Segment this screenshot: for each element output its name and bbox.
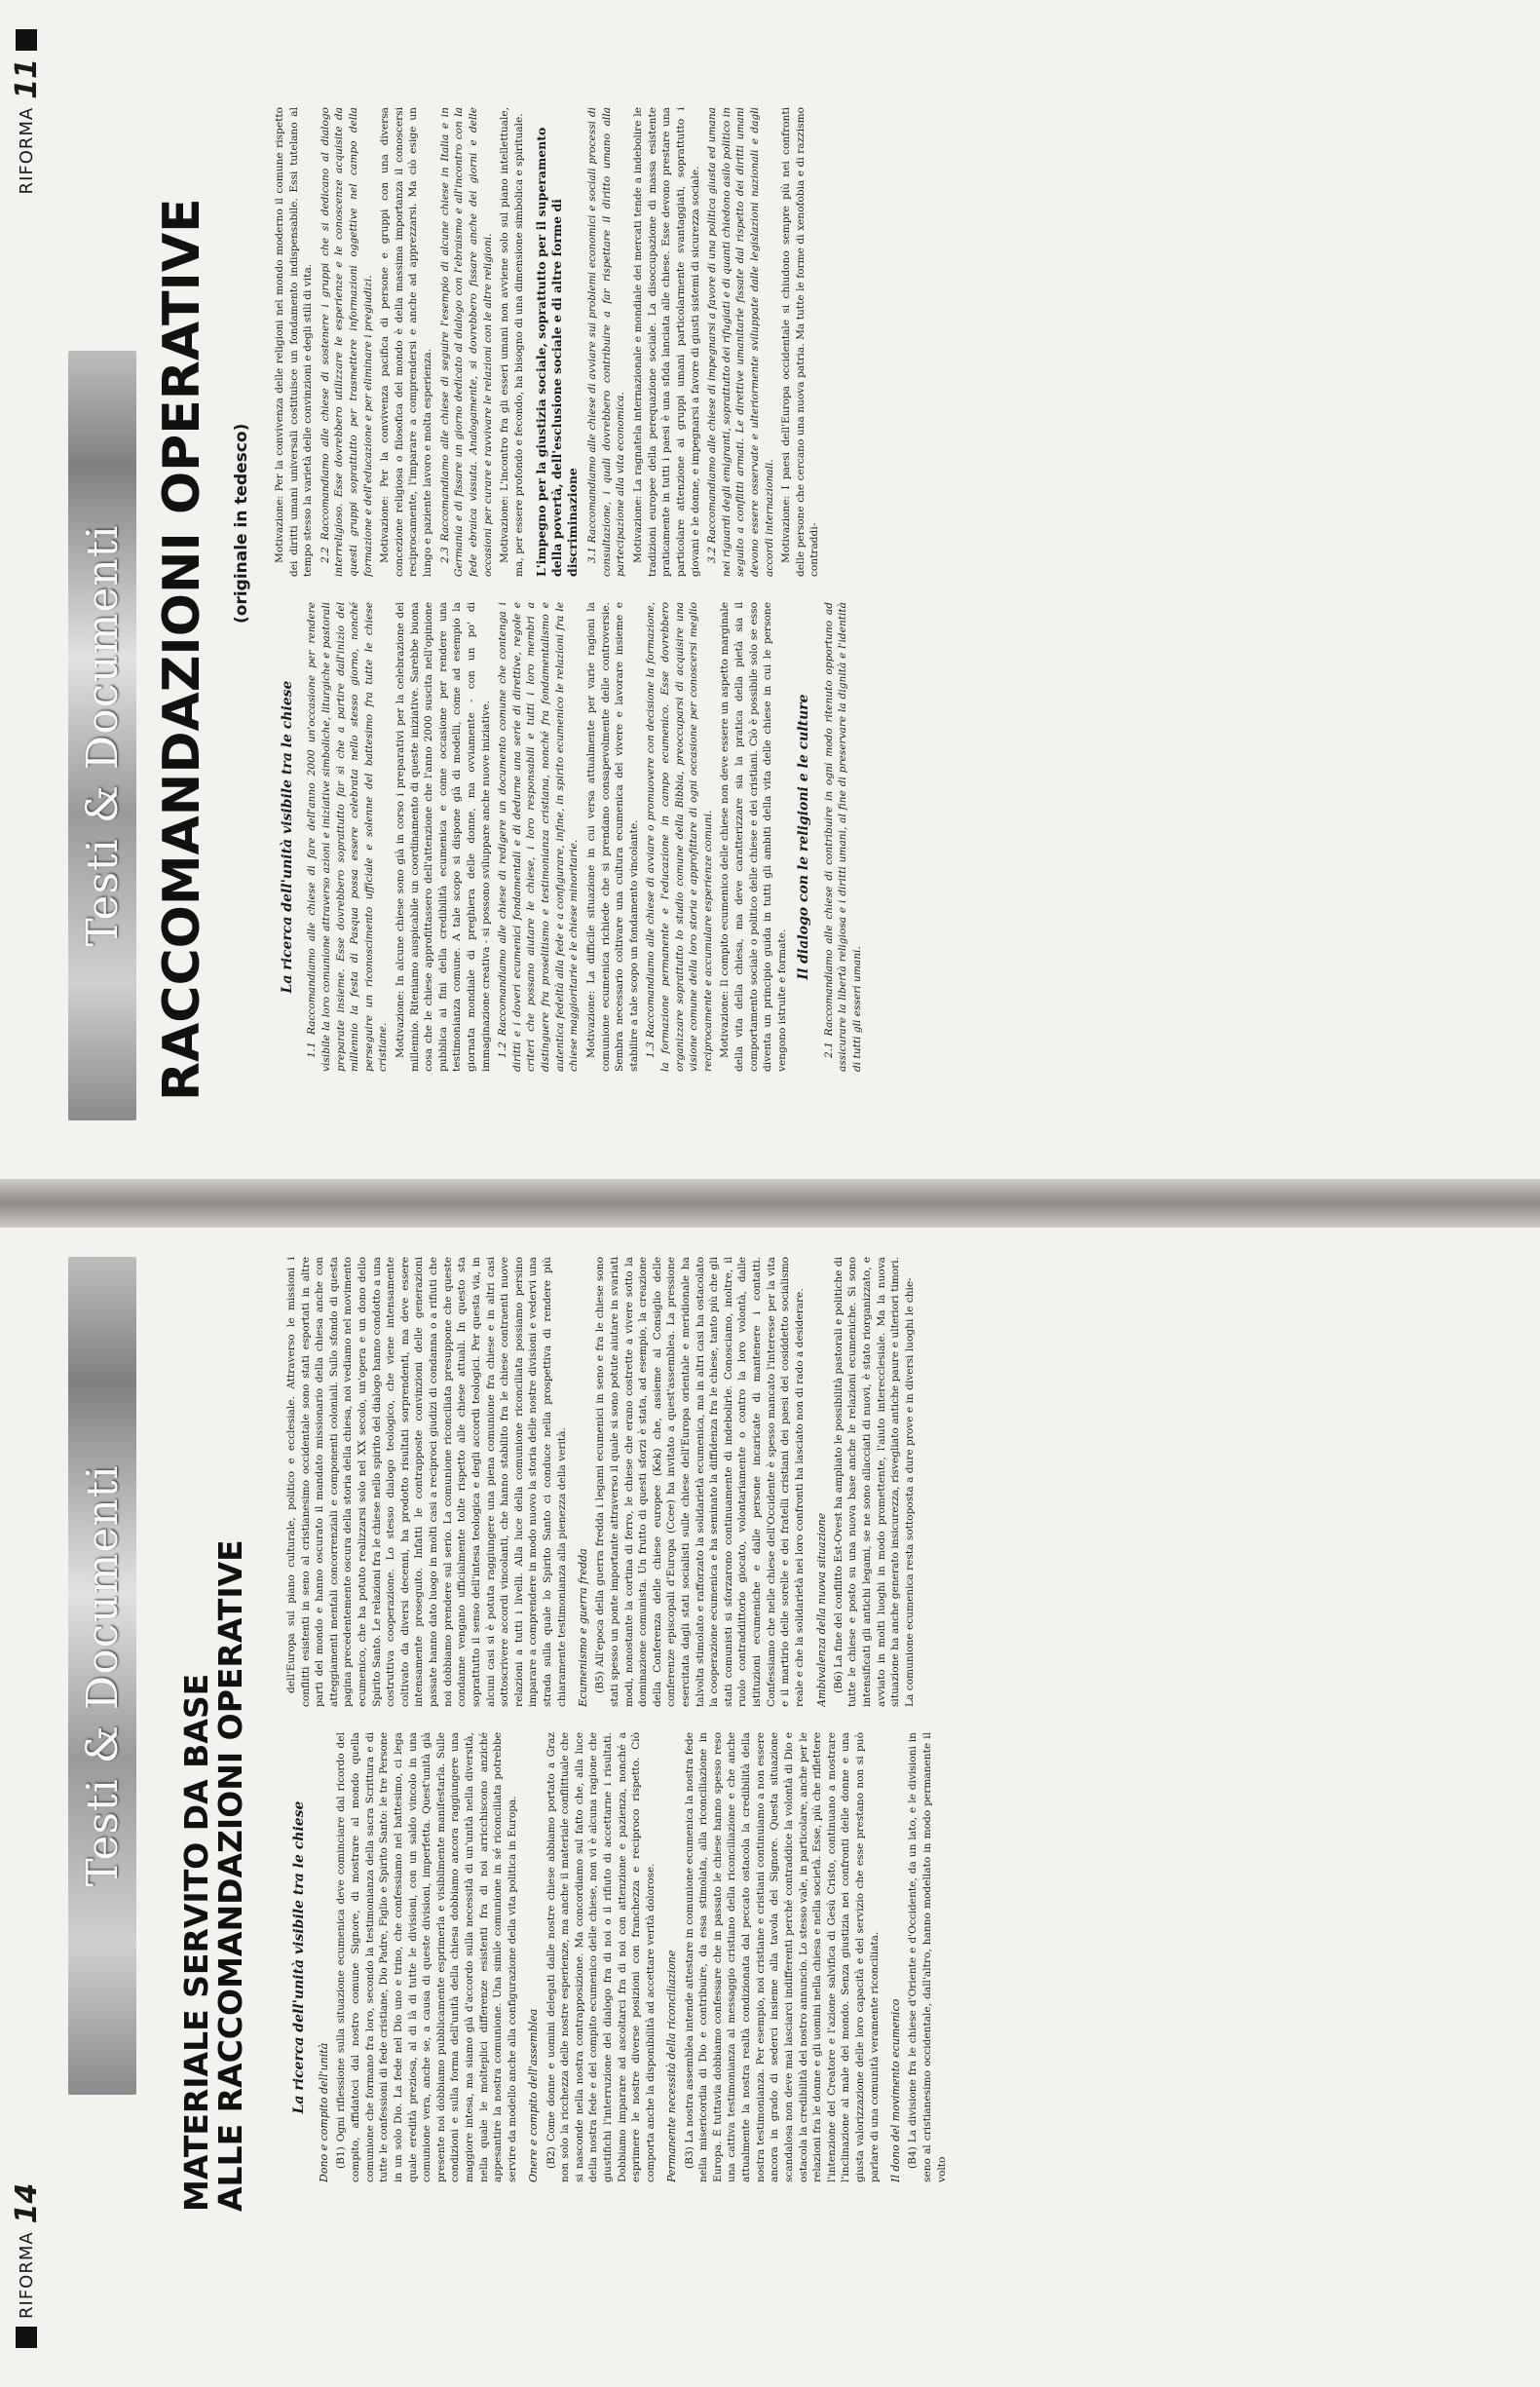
right-folio xyxy=(6,29,47,194)
body-paragraph: (B2) Come donne e uomini delegati dalle nostre chiese abbiamo portato a Graz non solo la ricchezza delle nostre esperienze, ma anche il materiale conflittuale che si nasconde nella nostra contrapposizione. Ma concordiamo sul fatto che, alla luce della nostra fede e del compito ecumenico delle chiese, non vi è alcuna ragione che giustifichi l'interruzione del dialogo fra di noi o il rifiuto di accettarne i risultati. Dobbiamo imparare ad ascoltarci fra di noi con attenzione e pazienza, nonché a esprimere le nostre diverse posizioni con franchezza e reciproco rispetto. Ciò comporta anche la disponibilità ad accettare verità dolorose. xyxy=(545,1732,657,2182)
page-gutter xyxy=(0,1179,1540,1228)
folio-page-number: 14 xyxy=(9,2182,44,2224)
body-paragraph: 2.2 Raccomandiamo alle chiese di sostenere i gruppi che si dedicano al dialogo interreligioso. Esse dovrebbero utilizzare le esperienze e le conoscenze acquisite da questi gruppi soprattutto per trasmettere informazioni oggettive nel campo della formazione e dell'educazione e per eliminare i pregiudizi. xyxy=(319,107,374,577)
subsection-heading: Dono e compito dell'unità xyxy=(318,2042,331,2182)
body-paragraph: (B1) Ogni riflessione sulla situazione ecumenica deve cominciare dal ricordo del compito, affidatoci dal nostro comune Signore, di mostrare al mondo quella comunione che formano fra loro, secondo la testimonianza della sacra Scrittura e di tutte le confessioni di fede cristiane, Dio Padre, Figlio e Spirito Santo: le tre Persone in un solo Dio. La fede nel Dio uno e trino, che confessiamo nel battesimo, ci lega quale eredità preziosa, al di là di tutte le divisioni, con un saldo vincolo in una comunione vera, anche se, a causa di queste divisioni, imperfetta. Quest'unità già presente noi dobbiamo pubblicamente esprimerla e visibilmente manifestarla. Sulle condizioni e sulla forma dell'unità della chiesa dobbiamo ancora raggiungere una maggiore intesa, ma siamo già d'accordo sulla necessità di un'unità nella diversità, nella quale le molteplici differenze esistenti fra di noi arricchiscono anziché appesantire la nostra comunione. Una simile comunione in sé riconciliata potrebbe servire da modello anche alla configurazione della vita politica in Europa. xyxy=(335,1732,518,2182)
section-band xyxy=(68,351,136,1120)
folio-magazine: RIFORMA xyxy=(16,106,37,195)
body-paragraph: 3.2 Raccomandiamo alle chiese di impegnarsi a favore di una politica giusta ed umana nei riguardi degli emigranti, soprattutto dei rifugiati e di quanti chiedono asilo politico in seguito a conflitti armati. Le direttive umanitarie fissate dal rispetto dei diritti umani devono essere osservate e ulteriormente sviluppate dalle legislazioni nazionali e dagli accordi internazionali. xyxy=(706,107,775,577)
left-page xyxy=(0,1228,1540,2387)
body-paragraph: (B3) La nostra assemblea intende attestare in comunione ecumenica la nostra fede nella misericordia di Dio e contribuire, da essa stimolata, alla riconciliazione in Europa. È tuttavia dobbiamo confessare che in passato le chiese hanno spesso reso una cattiva testimonianza al messaggio cristiano della riconciliazione e che anche attualmente la nostra realtà condizionata dal peccato ostacola la credibilità della nostra testimonianza. Per esempio, noi cristiane e cristiani continuiamo a non essere ancora in grado di sederci insieme alla tavola del Signore. Questa situazione scandalosa non deve mai lasciarci indifferenti perché contraddice la volontà di Dio e ostacola la credibilità del nostro annuncio. Lo stesso vale, in particolare, anche per le relazioni fra le donne e gli uomini nella chiesa e nella società. Esse, più che riflettere l'intenzione del Creatore e l'azione salvifica di Gesù Cristo, continuano a mostrare l'inclinazione al male del mondo. Senza giustizia nei confronti delle donne e una giusta valorizzazione delle loro capacità e del servizio che esse prestano non si può parlare di una comunità veramente riconciliata. xyxy=(683,1732,881,2182)
body-paragraph: Motivazione: La difficile situazione in cui versa attualmente per varie ragioni la comunione ecumenica richiede che si prendano consapevolmente delle controversie. Sembra necessario coltivare una cultura ecumenica del vivere e lavorare insieme e stabilire a tale scopo un fondamento vincolante. xyxy=(584,602,640,1072)
body-paragraph: Motivazione: I paesi dell'Europa occidentale si chiudono sempre più nei confronti delle persone che cercano una nuova patria. Ma tutte le forme di xenofobia e di razzismo contraddi- xyxy=(780,107,821,577)
body-paragraph: 1.2 Raccomandiamo alle chiese di redigere un documento comune che contenga i diritti e i doveri ecumenici fondamentali e di dedurne una serie di direttive, regole e criteri che possano aiutare le chiese, i loro responsabili e tutti i loro membri a distinguere fra proselitismo e testimonianza cristiana, nonché fra fondamentalismo e autentica fedeltà alla fede e a configurare, infine, in spirito ecumenico le relazioni fra le chiese maggioritarie e le chiese minoritarie. xyxy=(497,602,581,1072)
subsection-heading: Ecumenismo e guerra fredda xyxy=(577,1548,590,1707)
section-heading: La ricerca dell'unità visibile tra le chiese xyxy=(291,1800,307,2114)
body-paragraph: Motivazione: Per la convivenza pacifica di persone e gruppi con una diversa concezione religiosa o filosofica del mondo è della massima importanza il conoscersi reciprocamente, l'imparare a comprendersi e anche ad apprezzarsi. Ma ciò esige un lungo e paziente lavoro e molta esperienza. xyxy=(379,107,434,577)
subsection-heading: Onere e compito dell'assemblea xyxy=(527,2008,541,2182)
body-paragraph: 3.1 Raccomandiamo alle chiese di avviare sui problemi economici e sociali processi di consultazione, i quali dovrebbero contribuire a far rispettare il diritto umano alla partecipazione alla vita economica. xyxy=(586,107,627,577)
body-paragraph: dell'Europa sul piano culturale, politico e ecclesiale. Attraverso le missioni i conflitti esistenti in seno al cristianesimo occidentale sono stati esportati in altre parti del mondo e hanno oscurato il mandato missionario della chiesa anche con atteggiamenti mentali concorrenziali e componenti coloniali. Sullo sfondo di questa pagina precedentemente oscura della storia della chiesa, noi vediamo nel movimento ecumenico, che ha potuto realizzarsi solo nel XX secolo, un'opera e un dono dello Spirito Santo. Le relazioni fra le chiese nello spirito del dialogo hanno condotto a una costruttiva cooperazione. Lo stesso dialogo teologico, che viene intensamente coltivato da diversi decenni, ha prodotto risultati sorprendenti, ma deve essere intensamente proseguito. Infatti le contrapposte convinzioni delle generazioni passate hanno dato luogo in molti casi a reciproci giudizi di condanna o a rifiuti che noi dobbiamo prendere sul serio. La comunione riconciliata presuppone che queste condanne vengano ufficialmente tolte rispetto alle chiese attuali. In questo sta soprattutto il senso dell'intesa teologica e degli accordi teologici. Per questa via, in alcuni casi si è potuta raggiungere una piena comunione fra chiese e in altri casi sottoscrivere accordi vincolanti, che hanno stabilito fra le chiese contraenti nuove relazioni a tutti i livelli. Alla luce della comunione riconciliata possiamo persino imparare a comprendere in modo nuovo la storia delle nostre divisioni e vedervi una strada sulla quale lo Spirito Santo ci conduce nella prospettiva di rendere più chiaramente testimonianza alla pienezza della verità. xyxy=(285,1257,568,1707)
article-subtitle: (originale in tedesco) xyxy=(232,423,251,624)
body-paragraph: 2.3 Raccomandiamo alle chiese di seguire l'esempio di alcune chiese in Italia e in Germania e di fissare un giorno dedicato al dialogo con l'ebraismo e all'incontro con la fede ebraica vissuta. Analogamente, si dovrebbero fissare anche dei giorni e delle occasioni per curare e ravvivare le relazioni con le altre religioni. xyxy=(438,107,494,577)
right-body-columns xyxy=(273,107,1520,1072)
section-heading: Il dialogo con le religioni e le culture xyxy=(796,694,812,980)
body-paragraph: Motivazione: La ragnatela internazionale e mondiale dei mercati tende a indebolire le tradizioni europee della perequazione sociale. La disoccupazione di massa esistente praticamente in tutti i paesi è una sfida lanciata alle chiese. Esse devono prestare una particolare attenzione ai gruppi umani particolarmente svantaggiati, soprattutto i giovani e le donne, e impegnarsi a favore di giusti sistemi di sicurezza sociale. xyxy=(632,107,701,577)
section-heading: L'impegno per la giustizia sociale, soprattutto per il superamento della povertà, dell'esclusione sociale e di altre forme di discriminazione xyxy=(534,127,580,577)
article-title xyxy=(177,1539,249,2212)
text-column xyxy=(273,602,1520,1072)
body-paragraph: 2.1 Raccomandiamo alle chiese di contribuire in ogni modo ritenuto opportuno ad assicurare la libertà religiosa e i diritti umani, al fine di preservare la dignità e l'identità di tutti gli esseri umani. xyxy=(822,602,863,1072)
article-title-line-2: ALLE RACCOMANDAZIONI OPERATIVE xyxy=(210,1539,249,2212)
article-title-line-1: MATERIALE SERVITO DA BASE xyxy=(177,1673,215,2212)
body-paragraph: 1.3 Raccomandiamo alle chiese di avviare o promuovere con decisione la formazione, la formazione permanente e l'educazione in campo ecumenico. Esse dovrebbero organizzare soprattutto lo studio comune della Bibbia, preoccuparsi di acquisire una visione comune della loro storia e approfittare di ogni occasione per conoscersi meglio reciprocamente e accumulare esperienze comuni. xyxy=(645,602,714,1072)
section-band-label: Testi & Documenti xyxy=(77,1464,128,1887)
body-paragraph: (B5) All'epoca della guerra fredda i legami ecumenici in seno e fra le chiese sono stati spesso un ponte importante attraverso il quale si sono potute aiutare in svariati modi, nonostante la cortina di ferro, le chiese che erano costrette a vivere sotto la dominazione comunista. Un frutto di questi sforzi è stata, ad esempio, la creazione della Conferenza delle chiese europee (Kek) che, assieme al Consiglio delle conferenze episcopali d'Europa (Ccee) ha invitato a quest'assemblea. La pressione esercitata dagli stati socialisti sulle chiese dell'Europa orientale e meridionale ha talvolta stimolato e rafforzato la solidarietà ecumenica, ma in altri casi ha ostacolato la cooperazione ecumenica e ha seminato la diffidenza fra le chiese, tanto più che gli stati comunisti si sforzarono continuamente di indebolirle. Conosciamo, inoltre, il ruolo contraddittorio giocato, volontariamente o contro la loro volontà, dalle istituzioni ecumeniche e dalle persone incaricate di mantenere i contatti. Confessiamo che nelle chiese dell'Occidente è spesso mancato l'interesse per la vita e il martirio delle sorelle e dei fratelli cristiani dei paesi del cosiddetto socialismo reale e che la solidarietà nei loro confronti ha lasciato non di rado a desiderare. xyxy=(594,1257,806,1707)
body-paragraph: (B6) La fine del conflitto Est-Ovest ha ampliato le possibilità pastorali e politiche di tutte le chiese e posto su una nuova base anche le relazioni ecumeniche. Si sono intensificati gli antichi legami, se ne sono allacciati di nuovi, è stato riorganizzato, e avviato in molti luoghi in modo promettente, l'aiuto interecclesiale. Ma la nuova situazione ha anche generato insicurezza, risvegliato antiche paure e ulteriori timori. La comunione ecumenica resta sottoposta a dure prove e in diversi luoghi le chie- xyxy=(832,1257,916,1707)
subsection-heading: Permanente necessità della riconciliazione xyxy=(665,1950,679,2182)
section-band-label: Testi & Documenti xyxy=(77,524,128,947)
article-title: RACCOMANDAZIONI OPERATIVE xyxy=(153,198,211,1101)
body-paragraph: 1.1 Raccomandiamo alle chiese di fare dell'anno 2000 un'occasione per rendere visibile la loro comunione attraverso azioni e iniziative simboliche, liturgiche e pastorali preparate insieme. Esse dovrebbero soprattutto far sì che a partire dall'inizio del millennio la festa di Pasqua possa essere celebrata nello stesso giorno, nonché perseguire un riconoscimento ufficiale e solenne del battesimo fra tutte le chiese cristiane. xyxy=(306,602,390,1072)
body-paragraph: Motivazione: In alcune chiese sono già in corso i preparativi per la celebrazione del millennio. Riteniamo auspicabile un coordinamento di queste iniziative. Sarebbe buona cosa che le chiese approfittassero dell'attenzione che l'anno 2000 suscita nell'opinione pubblica ai fini della credibilità ecumenica e come occasione per rendere una testimonianza comune. A tale scopo si dispone già di modelli, come ad esempio la giornata mondiale di preghiera delle donne, ma ovviamente - con un po' di immaginazione creativa - si possono sviluppare anche nuove iniziative. xyxy=(394,602,492,1072)
right-page xyxy=(0,0,1540,1179)
folio-marker-icon xyxy=(16,2327,37,2348)
section-heading: La ricerca dell'unità visibile tra le chiese xyxy=(280,680,295,994)
section-band xyxy=(68,1257,136,2095)
text-column xyxy=(273,107,1520,577)
body-paragraph: Motivazione: Il compito ecumenico delle chiese non deve essere un aspetto marginale della vita della chiesa, ma deve caratterizzare sia la pratica della pietà sia il comportamento sociale o politico delle chiese e dei cristiani. Ciò è possibile solo se esso diventa un principio guida in tutti gli ambiti della vita delle chiese in cui le persone vengono istruite e formate. xyxy=(719,602,788,1072)
text-column xyxy=(284,1732,1520,2182)
folio-page-number: 11 xyxy=(9,58,44,99)
body-paragraph: (B4) La divisione fra le chiese d'Oriente e d'Occidente, da un lato, e le divisioni in seno al cristianesimo occidentale, dall'altro, hanno modellato in modo permanente il volto xyxy=(907,1732,948,2182)
left-body-columns xyxy=(284,1257,1520,2182)
left-folio xyxy=(6,2183,47,2348)
folio-marker-icon xyxy=(16,29,37,51)
subsection-heading: Ambivalenza della nuova situazione xyxy=(814,1512,828,1707)
text-column xyxy=(284,1257,1520,1707)
body-paragraph: Motivazione: Per la convivenza delle religioni nel mondo moderno il comune rispetto dei diritti umani universali costituisce un fondamento indispensabile. Essi tutelano al tempo stesso la varietà delle convinzioni e degli stili di vita. xyxy=(274,107,315,577)
subsection-heading: Il dono del movimento ecumenico xyxy=(889,1998,903,2182)
folio-magazine: RIFORMA xyxy=(16,2231,37,2319)
body-paragraph: Motivazione: L'incontro fra gli esseri umani non avviene solo sul piano intellettuale, ma, per essere profondo e fecondo, ha bisogno di una dimensione simbolica e spirituale. xyxy=(499,107,525,577)
